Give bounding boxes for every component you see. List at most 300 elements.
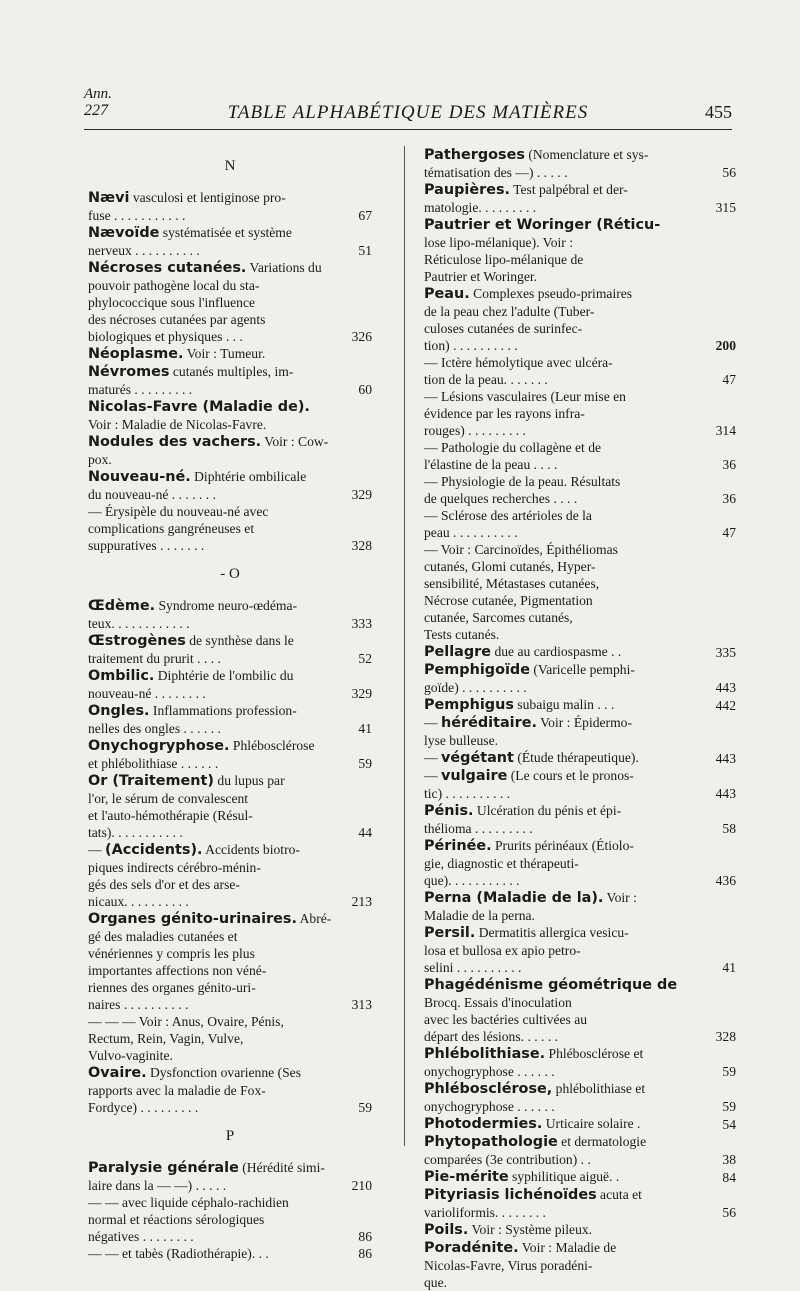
entry-text: l'or, le sérum de convalescent (88, 791, 249, 806)
entry-text: (Varicelle pemphi- (529, 662, 635, 677)
index-entry-line (88, 224, 372, 242)
entry-text: vénériennes y compris les plus (88, 946, 255, 961)
index-entry-line (88, 416, 372, 433)
index-entry-line (88, 311, 372, 328)
index-entry-line (424, 1063, 736, 1080)
index-entry-line (88, 1064, 372, 1082)
entry-text: pouvoir pathogène local du sta- (88, 278, 260, 293)
entry-text: comparées (3e contribution) . . (424, 1152, 591, 1167)
entry-text: Nicolas-Favre, Virus poradéni- (424, 1258, 593, 1273)
entry-page-ref: 329 (351, 487, 372, 502)
entry-headword: Ombilic. (88, 668, 155, 684)
entry-page-ref: 328 (351, 538, 372, 553)
index-entry-line (424, 337, 736, 354)
entry-dash: — (88, 842, 105, 857)
index-entry-line (424, 1221, 736, 1239)
entry-page-ref: 443 (715, 751, 736, 766)
entry-text: Voir : Maladie de Nicolas-Favre. (88, 417, 267, 432)
index-entry-line (424, 643, 736, 661)
entry-page-ref: 335 (715, 645, 736, 660)
index-entry-line (424, 146, 736, 164)
index-entry-line (88, 841, 372, 859)
entry-headword: Paralysie générale (88, 1160, 239, 1176)
entry-page-ref: 200 (715, 338, 736, 353)
entries-p-continued (424, 146, 736, 1291)
index-entry-line (88, 893, 372, 910)
index-entry-line (88, 433, 372, 451)
index-entry-line (424, 1080, 736, 1098)
entry-headword: Nouveau-né. (88, 469, 191, 485)
index-entry-line (88, 1013, 372, 1030)
entry-text: rapports avec la maladie de Fox- (88, 1083, 266, 1098)
index-entry-line (424, 1186, 736, 1204)
entry-page-ref: 443 (715, 680, 736, 695)
index-entry-line (88, 1082, 372, 1099)
index-entry-line (424, 234, 736, 251)
entry-text: — Lésions vasculaires (Leur mise en (424, 389, 626, 404)
index-entry-line (424, 405, 736, 422)
entry-text: Rectum, Rein, Vagin, Vulve, (88, 1031, 244, 1046)
entry-text: évidence par les rayons infra- (424, 406, 585, 421)
index-entry-line (88, 1211, 372, 1228)
index-entry (88, 259, 372, 345)
index-entry (88, 1064, 372, 1116)
entry-text: Réticulose lipo-mélanique de (424, 252, 584, 267)
index-entry-line (88, 962, 372, 979)
entry-text: tion) . . . . . . . . . . (424, 338, 518, 353)
entry-text: laire dans la — —) . . . . . (88, 1178, 227, 1193)
entry-text: — Érysipèle du nouveau-né avec (88, 504, 269, 519)
index-entry-line (424, 889, 736, 907)
entry-headword: Organes génito-urinaires. (88, 911, 297, 927)
entry-text: départ des lésions. . . . . . (424, 1029, 559, 1044)
index-entry-line (88, 1177, 372, 1194)
index-entry-line (88, 242, 372, 259)
entry-text: Pautrier et Woringer. (424, 269, 538, 284)
entry-text: — Ictère hémolytique avec ulcéra- (424, 355, 613, 370)
entry-text: Urticaire solaire . (542, 1116, 641, 1131)
index-entry (424, 749, 736, 767)
index-entry-line (424, 907, 736, 924)
index-entry (88, 737, 372, 772)
entry-text: cutanés, Glomi cutanés, Hyper- (424, 559, 596, 574)
index-entry-line (424, 820, 736, 837)
entry-text: lyse bulleuse. (424, 733, 498, 748)
entry-headword: Pemphigoïde (424, 662, 530, 678)
entry-text: nouveau-né . . . . . . . . (88, 686, 206, 701)
entry-text: Voir : (603, 890, 637, 905)
entry-text: importantes affections non véné- (88, 963, 267, 978)
index-entry-line (88, 790, 372, 807)
index-entry (88, 910, 372, 1013)
index-entry-line (424, 924, 736, 942)
entry-text: maturés . . . . . . . . . (88, 382, 193, 397)
entry-text: — — — Voir : Anus, Ovaire, Pénis, (88, 1014, 284, 1029)
index-entry-line (424, 696, 736, 714)
entry-text: Inflammations profession- (149, 703, 297, 718)
entry-page-ref: 67 (358, 208, 372, 223)
index-entry-line (424, 541, 736, 558)
index-entry-line (88, 259, 372, 277)
entry-text: onychogryphose . . . . . . (424, 1064, 555, 1079)
entry-headword: Persil. (424, 925, 476, 941)
entry-text: gés des sels d'or et des arse- (88, 877, 240, 892)
entry-text: Syndrome neuro-œdéma- (155, 598, 298, 613)
entry-page-ref: 56 (722, 165, 736, 180)
entry-page-ref: 326 (351, 329, 372, 344)
index-entry-line (424, 268, 736, 285)
entry-text: tic) . . . . . . . . . . (424, 786, 511, 801)
index-entry (424, 976, 736, 1045)
entry-text: fuse . . . . . . . . . . . (88, 208, 186, 223)
index-entry (88, 632, 372, 667)
index-entry-line (424, 303, 736, 320)
index-entry-line (88, 737, 372, 755)
index-entry-line (88, 1159, 372, 1177)
index-entry-line (88, 328, 372, 345)
index-entry-line (424, 216, 736, 234)
index-entry-line (424, 354, 736, 371)
index-entry-line (88, 702, 372, 720)
entry-text: piques indirects cérébro-ménin- (88, 860, 261, 875)
index-entry-line (424, 1011, 736, 1028)
entry-text: — — avec liquide céphalo-rachidien (88, 1195, 289, 1210)
entry-headword: Pénis. (424, 803, 474, 819)
entry-text: gé des maladies cutanées et (88, 929, 238, 944)
entry-page-ref: 59 (722, 1099, 736, 1114)
entry-text: gie, diagnostic et thérapeuti- (424, 856, 579, 871)
entry-headword: Pellagre (424, 644, 492, 660)
index-entry-line (88, 928, 372, 945)
entry-page-ref: 59 (722, 1064, 736, 1079)
index-entry (88, 189, 372, 224)
index-entry-line (424, 456, 736, 473)
entry-text: acuta et (596, 1187, 642, 1202)
entry-page-ref: 59 (358, 756, 372, 771)
entry-page-ref: 41 (358, 721, 372, 736)
index-entry-line (424, 1204, 736, 1221)
entry-text: nicaux. . . . . . . . . . (88, 894, 189, 909)
index-entry (424, 146, 736, 181)
index-entry-line (424, 749, 736, 767)
index-entry (424, 1239, 736, 1291)
entry-text: Prurits périnéaux (Étiolo- (491, 838, 634, 853)
index-entry-line (88, 189, 372, 207)
index-entry (88, 1245, 372, 1262)
index-entry-line (88, 807, 372, 824)
entry-headword: Pie-mérite (424, 1169, 509, 1185)
entry-text: subaigu malin . . . (513, 697, 615, 712)
entry-headword: Peau. (424, 286, 470, 302)
entry-text: nerveux . . . . . . . . . . (88, 243, 200, 258)
index-entry (424, 1186, 736, 1221)
index-entry-line (424, 164, 736, 181)
entry-text: suppuratives . . . . . . . (88, 538, 205, 553)
entry-page-ref: 36 (722, 457, 736, 472)
index-entry-line (424, 802, 736, 820)
index-entry (424, 1080, 736, 1115)
entry-page-ref: 59 (358, 1100, 372, 1115)
entry-headword: Pemphigus (424, 697, 514, 713)
entry-text: sensibilité, Métastases cutanées, (424, 576, 600, 591)
entry-text: l'élastine de la peau . . . . (424, 457, 558, 472)
entry-text: complications gangréneuses et (88, 521, 255, 536)
entry-text: matologie. . . . . . . . . (424, 200, 537, 215)
index-entry-line (88, 597, 372, 615)
index-entry-line (88, 685, 372, 702)
index-entry-line (88, 363, 372, 381)
entry-text: due au cardiospasme . . (491, 644, 622, 659)
section-letter-n: N (224, 158, 236, 174)
entry-subheadword: vulgaire (441, 768, 508, 784)
index-entry (424, 837, 736, 889)
index-entry-line (424, 490, 736, 507)
entry-dash: — (424, 768, 441, 783)
section-letter-p: P (225, 1128, 235, 1144)
entries-o (88, 597, 372, 1116)
index-entry (424, 285, 736, 354)
index-entry-line (88, 1030, 372, 1047)
entry-text: tats). . . . . . . . . . . (88, 825, 183, 840)
entry-text: (Nomenclature et sys- (524, 147, 649, 162)
index-entry-line (424, 371, 736, 388)
entry-text: Voir : Maladie de (518, 1240, 617, 1255)
index-entry-line (424, 575, 736, 592)
entry-text: rouges) . . . . . . . . . (424, 423, 526, 438)
index-entry-line (424, 1028, 736, 1045)
entry-page-ref: 41 (722, 960, 736, 975)
index-entry (424, 388, 736, 439)
index-entry-line (424, 422, 736, 439)
index-entry-line (88, 650, 372, 667)
index-entry (88, 702, 372, 737)
entry-headword: Poradénite. (424, 1240, 519, 1256)
entry-subheadword: végétant (441, 750, 514, 766)
column-divider (404, 146, 405, 1146)
entry-text: Phlébosclérose et (545, 1046, 644, 1061)
entry-headword: Néoplasme. (88, 346, 184, 362)
entry-text: selini . . . . . . . . . . (424, 960, 522, 975)
entry-headword: Pityriasis lichénoïdes (424, 1187, 597, 1203)
entry-text: thélioma . . . . . . . . . (424, 821, 533, 836)
entry-headword: Onychogryphose. (88, 738, 230, 754)
entry-text: (Le cours et le pronos- (507, 768, 634, 783)
index-entry-line (88, 755, 372, 772)
entry-text: nelles des ongles . . . . . . (88, 721, 221, 736)
index-entry-line (88, 451, 372, 468)
index-entry-line (88, 468, 372, 486)
index-entry-line (88, 537, 372, 554)
entry-headword: Pathergoses (424, 147, 525, 163)
index-entry-line (88, 667, 372, 685)
index-entry-line (424, 767, 736, 785)
entry-text: Voir : Épidermo- (536, 715, 632, 730)
entries-n (88, 189, 372, 554)
index-entry-line (88, 381, 372, 398)
entry-text: Test palpébral et der- (510, 182, 628, 197)
index-entry (424, 216, 736, 285)
entry-text: cutanée, Sarcomes cutanés, (424, 610, 573, 625)
entry-text: normal et réactions sérologiques (88, 1212, 265, 1227)
entry-text: (Hérédité simi- (238, 1160, 325, 1175)
index-entry-line (88, 615, 372, 632)
index-entry-line (424, 592, 736, 609)
entry-page-ref: 328 (715, 1029, 736, 1044)
index-entry-line (424, 1151, 736, 1168)
index-entry-line (88, 824, 372, 841)
index-entry-line (88, 910, 372, 928)
index-entry-line (88, 979, 372, 996)
entry-text: culoses cutanées de surinfec- (424, 321, 583, 336)
entry-text: Voir : Tumeur. (183, 346, 266, 361)
entry-subheadword: (Accidents). (105, 842, 203, 858)
entry-page-ref: 44 (358, 825, 372, 840)
entry-text: pox. (88, 452, 112, 467)
entry-page-ref: 210 (351, 1178, 372, 1193)
index-entry (88, 841, 372, 910)
index-entry-line (88, 1047, 372, 1064)
entry-text: négatives . . . . . . . . (88, 1229, 194, 1244)
index-entry-line (424, 661, 736, 679)
index-entry (424, 767, 736, 802)
entry-text: du nouveau-né . . . . . . . (88, 487, 216, 502)
index-entry-line (424, 473, 736, 490)
entry-text: tématisation des —) . . . . . (424, 165, 568, 180)
entry-headword: Nævi (88, 190, 130, 206)
index-entry (424, 473, 736, 507)
entry-text: de synthèse dans le (185, 633, 294, 648)
index-entry-line (424, 285, 736, 303)
entry-page-ref: 38 (722, 1152, 736, 1167)
index-entry-line (88, 1194, 372, 1211)
entry-page-ref: 313 (351, 997, 372, 1012)
index-entry (424, 181, 736, 216)
entry-page-ref: 51 (358, 243, 372, 258)
index-entry (88, 597, 372, 632)
index-entry-line (424, 679, 736, 696)
index-entry-line (88, 520, 372, 537)
index-entry (424, 1045, 736, 1080)
index-entry (424, 1115, 736, 1133)
index-entry (88, 1159, 372, 1194)
index-entry-line (88, 859, 372, 876)
right-column (424, 146, 736, 1291)
entry-dash: — (424, 715, 441, 730)
page-header (84, 100, 732, 126)
entry-headword: Phlébolithiase. (424, 1046, 546, 1062)
index-entry-line (424, 1239, 736, 1257)
entry-page-ref: 314 (715, 423, 736, 438)
entry-text: de quelques recherches . . . . (424, 491, 578, 506)
index-entry-line (424, 609, 736, 626)
index-entry-line (424, 994, 736, 1011)
entry-text: biologiques et physiques . . . (88, 329, 243, 344)
index-entry-line (88, 345, 372, 363)
index-entry-line (424, 320, 736, 337)
entry-text: et dermatologie (557, 1134, 647, 1149)
index-entry (88, 1194, 372, 1245)
entry-headword: Ovaire. (88, 1065, 147, 1081)
entry-text: — — et tabès (Radiothérapie). . . (88, 1246, 269, 1261)
entry-page-ref: 315 (715, 200, 736, 215)
entry-text: varioliformis. . . . . . . . (424, 1205, 546, 1220)
entry-text: losa et bullosa ex apio petro- (424, 943, 581, 958)
entry-page-ref: 84 (722, 1170, 736, 1185)
index-entry-line (424, 439, 736, 456)
entry-text: syphilitique aiguë. . (508, 1169, 620, 1184)
entry-text: Voir : Système pileux. (468, 1222, 593, 1237)
index-entry (424, 643, 736, 661)
entry-headword: Nicolas-Favre (Maladie de). (88, 399, 310, 415)
entry-headword: Photodermies. (424, 1116, 543, 1132)
entry-page-ref: 436 (715, 873, 736, 888)
index-entry-line (424, 1098, 736, 1115)
entry-page-ref: 329 (351, 686, 372, 701)
index-entry (88, 345, 372, 363)
entry-text: avec les bactéries cultivées au (424, 1012, 588, 1027)
entry-text: Complexes pseudo-primaires (469, 286, 633, 301)
index-entry-line (424, 976, 736, 994)
index-entry (88, 1013, 372, 1064)
index-entry-line (424, 872, 736, 889)
index-entry (424, 714, 736, 749)
page-number: 455 (705, 102, 732, 122)
entry-page-ref: 52 (358, 651, 372, 666)
entry-headword: Ongles. (88, 703, 150, 719)
entry-text: (Étude thérapeutique). (513, 750, 639, 765)
index-entry (424, 661, 736, 696)
index-entry-line (88, 486, 372, 503)
entry-page-ref: 213 (351, 894, 372, 909)
index-entry-line (88, 398, 372, 416)
index-entry (424, 696, 736, 714)
entry-text: Diphtérie de l'ombilic du (154, 668, 294, 683)
entry-page-ref: 86 (358, 1246, 372, 1261)
index-entry (88, 772, 372, 841)
index-entry-line (424, 626, 736, 643)
entry-text: Maladie de la perna. (424, 908, 535, 923)
index-entry-line (424, 732, 736, 749)
entry-text: Variations du (246, 260, 322, 275)
index-entry-line (424, 507, 736, 524)
entry-page-ref: 443 (715, 786, 736, 801)
entry-headword: Poils. (424, 1222, 469, 1238)
index-entry (424, 439, 736, 473)
index-entry-line (88, 772, 372, 790)
index-entry-line (88, 1099, 372, 1116)
index-entry (424, 1168, 736, 1186)
index-entry-line (424, 855, 736, 872)
entry-dash: — (424, 750, 441, 765)
entry-text: cutanés multiples, im- (169, 364, 294, 379)
index-entry-line (424, 837, 736, 855)
index-entry-line (88, 1228, 372, 1245)
entry-text: — Physiologie de la peau. Résultats (424, 474, 621, 489)
entry-text: et phlébolithiase . . . . . . (88, 756, 219, 771)
index-entry-line (88, 277, 372, 294)
entry-headword: Névromes (88, 364, 170, 380)
entry-text: vasculosi et lentiginose pro- (129, 190, 286, 205)
index-entry-line (88, 996, 372, 1013)
index-entry (88, 667, 372, 702)
entry-text: Brocq. Essais d'inoculation (424, 995, 572, 1010)
index-entry-line (424, 388, 736, 405)
entry-text: du lupus par (214, 773, 285, 788)
entry-text: traitement du prurit . . . . (88, 651, 221, 666)
index-entry-line (424, 558, 736, 575)
index-entry (424, 889, 736, 924)
index-entry (88, 224, 372, 259)
